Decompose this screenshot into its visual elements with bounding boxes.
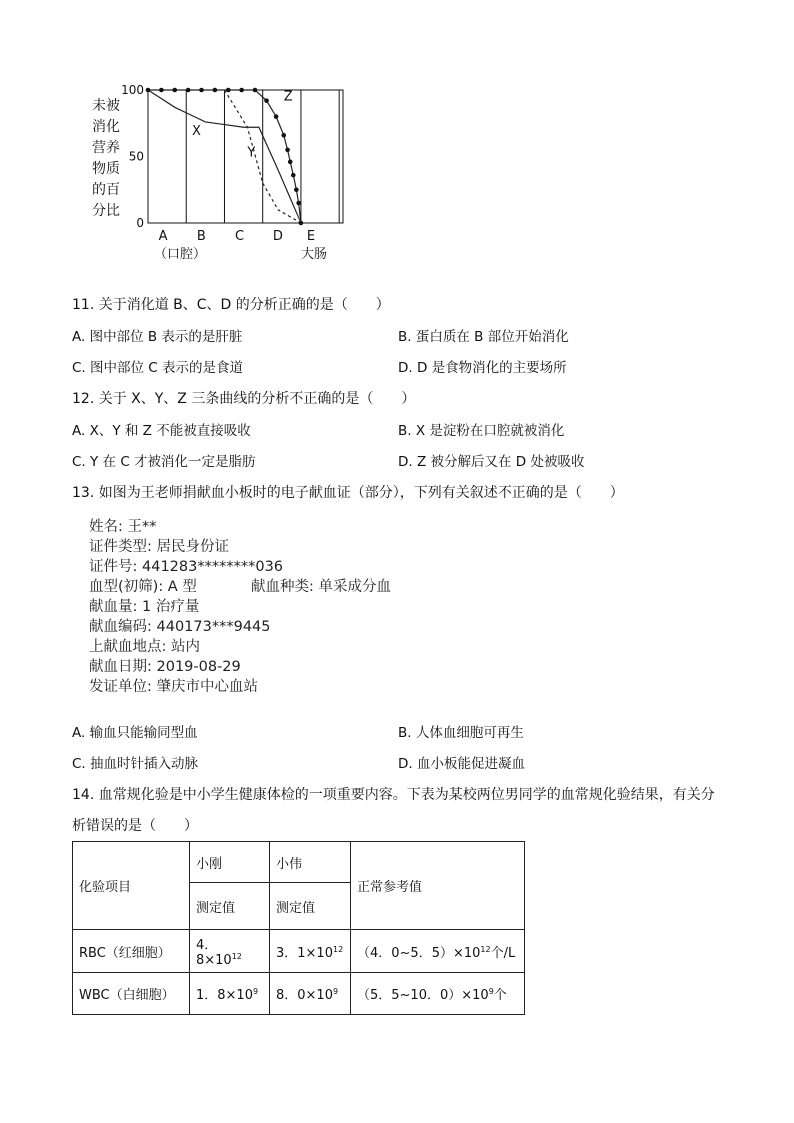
donation-certificate	[89, 517, 391, 697]
table-row-rbc	[73, 930, 525, 973]
blood-test-table	[72, 841, 525, 1015]
series-label-y: Y	[247, 145, 256, 161]
y-label-line: 消化	[92, 119, 120, 135]
q14-stem-line2: 析错误的是（ ）	[72, 818, 198, 834]
y-label-line: 营养	[92, 140, 120, 156]
cert-id-type: 证件类型: 居民身份证	[89, 539, 229, 555]
series-z-point	[146, 88, 151, 93]
y-label-line: 未被	[92, 98, 120, 114]
x-category-label: E	[306, 229, 316, 244]
q14-stem-line1: 14. 血常规化验是中小学生健康体检的一项重要内容。下表为某校两位男同学的血常规化验结果，有关分	[72, 787, 715, 803]
series-z-point	[239, 88, 244, 93]
cell-value2: 8．$0\times 10^9$	[270, 973, 351, 1015]
x-category-label: D	[272, 229, 283, 244]
header-person1: 小刚	[190, 842, 270, 883]
x-category-label: C	[235, 229, 245, 244]
cert-date: 献血日期: 2019-08-29	[89, 659, 241, 675]
series-label-z: Z	[283, 89, 293, 105]
cert-donation-type: 献血种类: 单采成分血	[251, 579, 391, 595]
cert-issuer: 发证单位: 肇庆市中心血站	[89, 679, 258, 695]
header-reference: 正常参考值	[351, 842, 525, 930]
cert-blood-type: 血型(初筛): A 型	[89, 579, 197, 595]
series-z-point	[253, 88, 258, 93]
x-note-large-intestine: 大肠	[301, 247, 328, 262]
cert-code: 献血编码: 440173***9445	[89, 619, 271, 635]
q11-option-d[interactable]: D. D 是食物消化的主要场所	[398, 360, 567, 376]
q13-option-b[interactable]: B. 人体血细胞可再生	[398, 725, 524, 741]
q12-option-a[interactable]: A. X、Y 和 Z 不能被直接吸收	[72, 423, 251, 439]
series-z-point	[172, 88, 177, 93]
y-label-line: 的百	[92, 182, 120, 198]
cert-location: 上献血地点: 站内	[89, 639, 200, 655]
series-label-x: X	[191, 124, 201, 140]
header-measure1: 测定值	[190, 883, 270, 930]
q12-option-b[interactable]: B. X 是淀粉在口腔就被消化	[398, 423, 565, 439]
series-z-point	[199, 88, 204, 93]
series-z-point	[285, 148, 290, 153]
q13-stem: 13. 如图为王老师捐献血小板时的电子献血证（部分），下列有关叙述不正确的是（ ）	[72, 485, 624, 501]
q11-option-c[interactable]: C. 图中部位 C 表示的是食道	[72, 360, 244, 376]
cell-reference: （5．5~10．$0)\times 10^9$个	[351, 973, 525, 1015]
y-label-line: 物质	[92, 161, 120, 177]
q13-option-c[interactable]: C. 抽血时针插入动脉	[72, 756, 199, 772]
y-tick-label: 100	[121, 83, 144, 97]
x-axis-categories	[159, 229, 315, 244]
table-header-row	[73, 842, 525, 883]
q13-option-d[interactable]: D. 血小板能促进凝血	[398, 756, 525, 772]
x-note-mouth: （口腔）	[154, 247, 207, 262]
series-z-point	[296, 201, 301, 206]
q12-stem: 12. 关于 X、Y、Z 三条曲线的分析不正确的是（ ）	[72, 391, 416, 407]
table-row-wbc	[73, 973, 525, 1015]
q11-stem: 11. 关于消化道 B、C、D 的分析正确的是（ ）	[72, 297, 390, 313]
header-measure2: 测定值	[270, 883, 351, 930]
cell-value1: 1．$8\times 10^9$	[190, 973, 270, 1015]
series-z-point	[226, 88, 231, 93]
y-axis-ticks	[121, 83, 144, 230]
chart-frame	[148, 90, 343, 223]
series-z-point	[186, 88, 191, 93]
q12-option-c[interactable]: C. Y 在 C 才被消化一定是脂肪	[72, 454, 256, 470]
cell-value2: 3．$1\times 10^{12}$	[270, 930, 351, 973]
x-category-label: B	[196, 229, 206, 244]
header-person2: 小伟	[270, 842, 351, 883]
series-z-point	[288, 160, 293, 165]
x-category-label: A	[158, 229, 168, 244]
cell-reference: （4．0~5．$5)\times 10^{12}$个/L	[351, 930, 525, 973]
q11-option-b[interactable]: B. 蛋白质在 B 部位开始消化	[398, 329, 569, 345]
series-z-point	[299, 221, 304, 226]
q13-option-a[interactable]: A. 输血只能输同型血	[72, 725, 198, 741]
series-z-point	[159, 88, 164, 93]
y-axis-label	[92, 97, 120, 219]
cell-item: RBC（红细胞）	[73, 930, 190, 973]
digestion-chart	[85, 80, 355, 265]
series-z-point	[264, 98, 269, 103]
chart-border	[148, 90, 343, 223]
y-label-line: 分比	[92, 203, 120, 219]
series-z-point	[281, 133, 286, 138]
series-z-point	[291, 173, 296, 178]
cell-item: WBC（白细胞）	[73, 973, 190, 1015]
q11-option-a[interactable]: A. 图中部位 B 表示的是肝脏	[72, 329, 243, 345]
series-z-point	[294, 187, 299, 192]
series-z-point	[274, 114, 279, 119]
y-tick-label: 0	[136, 216, 144, 230]
q12-option-d[interactable]: D. Z 被分解后又在 D 处被吸收	[398, 454, 585, 470]
header-item: 化验项目	[73, 842, 190, 930]
cert-name: 姓名: 王**	[89, 519, 157, 535]
cert-volume: 献血量: 1 治疗量	[89, 599, 200, 615]
y-tick-label: 50	[128, 149, 144, 164]
cert-id-number: 证件号: 441283********036	[89, 559, 284, 575]
series-z-point	[213, 88, 218, 93]
cell-value1: 4．$8\times 10^{12}$	[190, 930, 270, 973]
cert-blood-type-row	[89, 577, 391, 597]
